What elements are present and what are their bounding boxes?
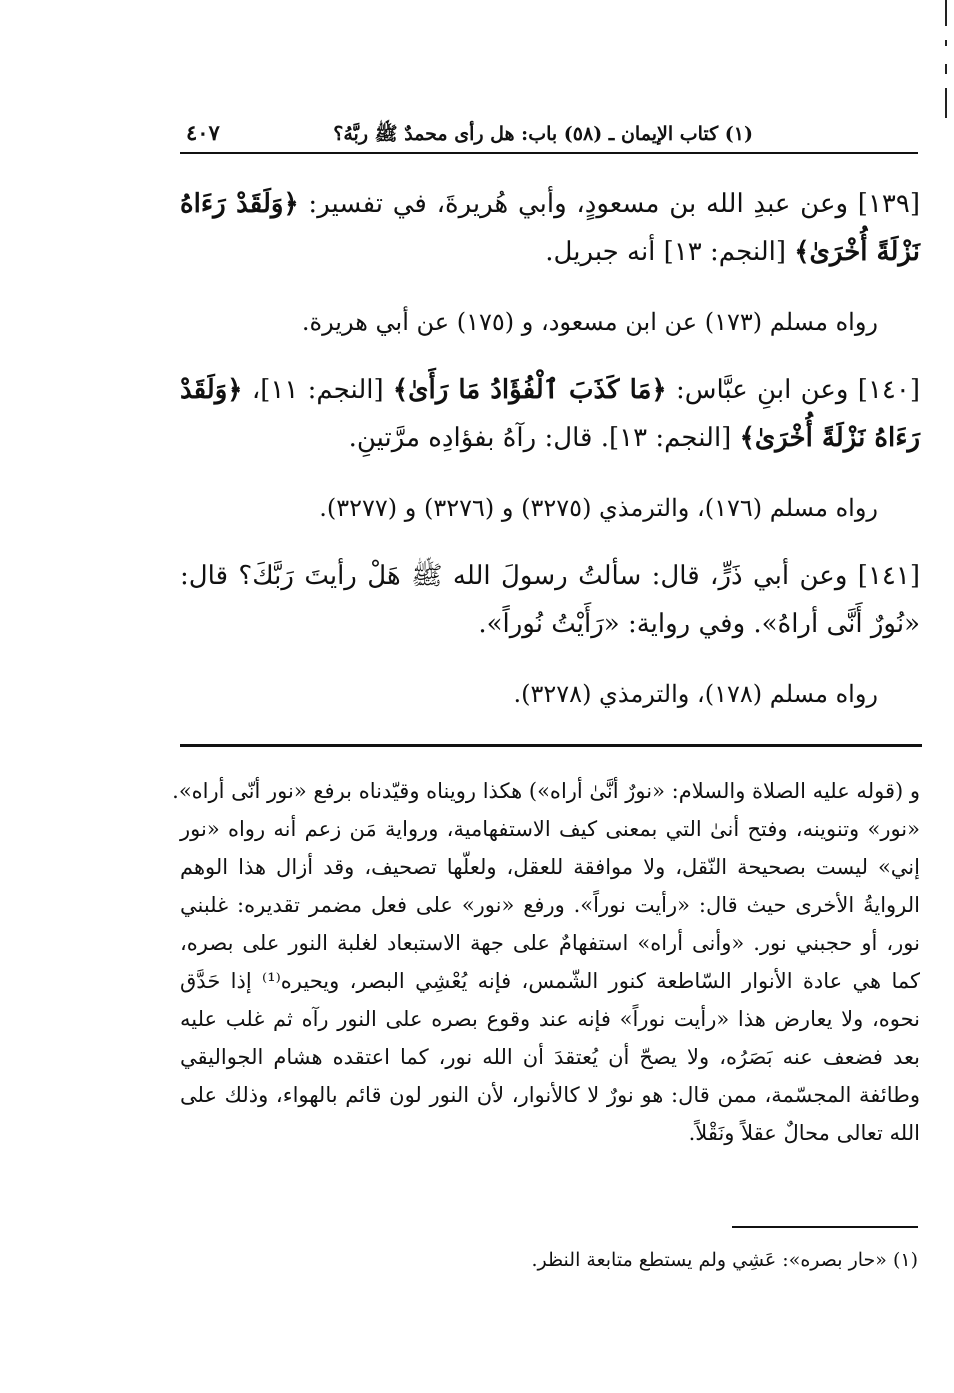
commentary-separator — [180, 744, 922, 747]
hadith-text: [النجم: ١١]، — [242, 375, 393, 405]
hadith-text: [النجم: ١٣] أنه جبريل. — [545, 237, 795, 267]
hadith-text: [النجم: ١٣]. قال: رآهُ بفؤادِه مرَّتينِ. — [348, 423, 740, 453]
hadith-source: رواه مسلم (١٧٣) عن ابن مسعود، و (١٧٥) عن أبي هريرة. — [301, 308, 878, 336]
header-rule — [180, 152, 918, 154]
footnote: (١) «حار بصره»: عَشِي ولم يستطع متابعة النظر. — [531, 1249, 918, 1271]
running-head: (١) كتاب الإيمان ـ (٥٨) باب: هل رأى محمدٌ ﷺ ربَّهُ؟ — [333, 123, 753, 145]
footnote-rule — [732, 1226, 918, 1228]
commentary-lead: و (قوله عليه الصلاة والسلام: «نورٌ أنَّىٰ أراه») هكذا رويناه وقيّدناه برفع «نور أنّى أراه». — [172, 779, 920, 803]
commentary-section — [172, 772, 920, 1152]
hadith-140 — [180, 366, 920, 462]
hadith-141 — [180, 552, 920, 648]
hadith-source: رواه مسلم (١٧٦)، والترمذي (٣٢٧٥) و (٣٢٧٦) و (٣٢٧٧). — [319, 494, 878, 522]
quran-quote: ﴿وَلَقَدْ رَءَاهُ نَزْلَةً أُخْرَىٰ﴾ — [180, 375, 920, 453]
quran-quote: ﴿وَلَقَدْ رَءَاهُ نَزْلَةً أُخْرَىٰ﴾ — [180, 189, 920, 267]
quran-quote: ﴿مَا كَذَبَ ٱلْفُؤَادُ مَا رَأَىٰ﴾ — [392, 375, 667, 405]
hadith-section — [180, 180, 920, 738]
hadith-source: رواه مسلم (١٧٨)، والترمذي (٣٢٧٨). — [513, 680, 878, 708]
commentary-body: «نور» وتنوينه، وفتح أنىٰ التي بمعنى كيف الاستفهامية، ورواية مَن زعم أنه رواه «نور إني» ليست بصحيحة النّقل، ولا موافقة للعقل، ولعلّها تصحيف، وقد أزال هذا الوهم الروايةُ الأخرى حيث قال: «رأيت نوراً». ورفع «نور» على فعل مضمر تقديره: غلبني نور، أو حجبني نور. «وأنى أراه» استفهامٌ على جهة الاستبعاد لغلبة النور على بصره، كما هي عادة الأنوار السّاطعة كنور الشّمس، فإنه يُعْشِي البصر، ويحيره⁽¹⁾ إذا حَدَّق نحوه، ولا يعارض هذا «رأيت نوراً» فإنه عند وقوع بصره على النور رآه ثم غلب عليه بعد فضعف عنه بَصَرُه، ولا يصحّ أن يُعتقدَ أن الله نور، كما اعتقده هشام الجواليقي وطائفة المجسّمة، ممن قال: هو نورٌ لا كالأنوار، لأن النور لون قائم بالهواء، وذلك على الله تعالى محالٌ عقلاً ونَقْلاً. — [180, 817, 920, 1145]
hadith-text: [١٣٩] وعن عبدِ الله بن مسعودٍ، وأبي هُريرةَ، في تفسير: — [298, 189, 920, 219]
page-edge-mark — [942, 0, 950, 200]
hadith-text: [١٤١] وعن أبي ذَرٍّ، قال: سألتُ رسولَ الله ﷺ هَلْ رأيتَ رَبَّكَ؟ قال: «نُورٌ أَنَّى أراهُ». وفي رواية: «رَأَيْتُ نُوراً». — [180, 561, 920, 639]
page-number: ٤٠٧ — [186, 120, 220, 145]
hadith-139 — [180, 180, 920, 276]
page-header — [180, 118, 918, 152]
hadith-text: [١٤٠] وعن ابنِ عبَّاس: — [666, 375, 920, 405]
